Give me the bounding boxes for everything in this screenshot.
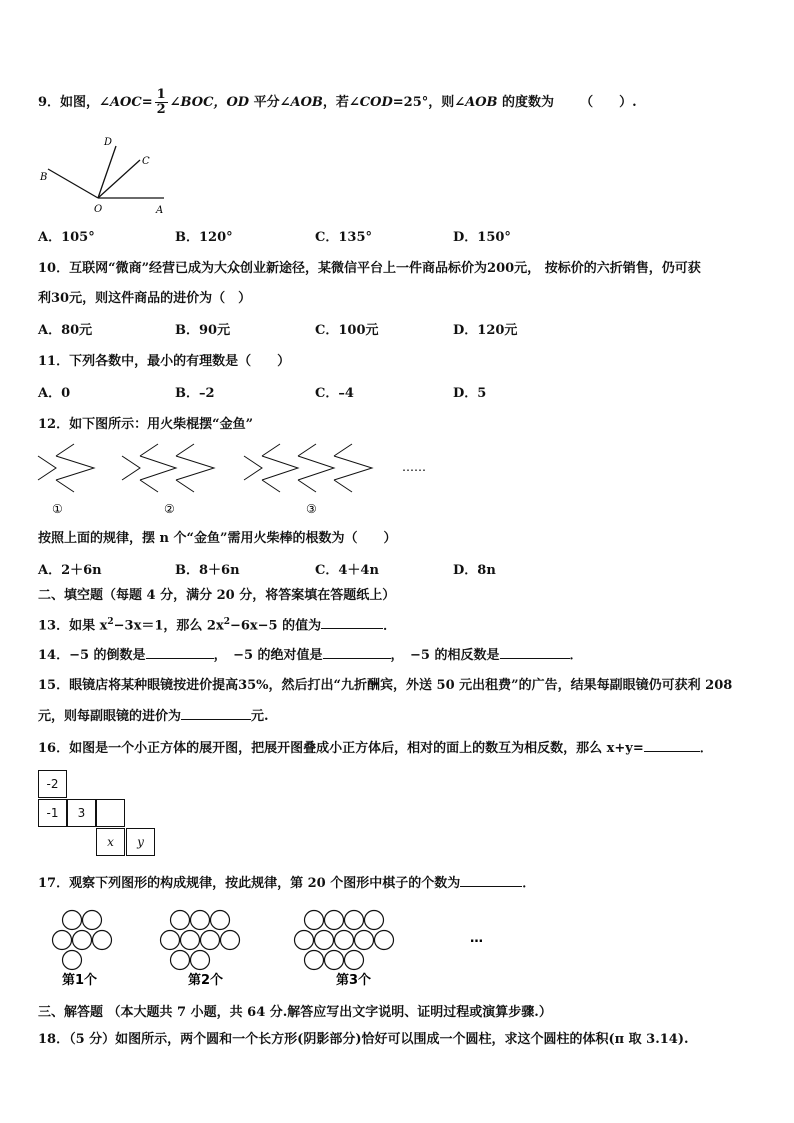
q9-frac-den: 2 (156, 102, 166, 117)
q12-label-2: ② (164, 502, 175, 516)
q12-label-1: ① (52, 502, 63, 516)
q9-od: OD (226, 95, 250, 110)
q16-end: ． (699, 741, 713, 756)
q14-text-a: 14．−5 的倒数是 (38, 648, 146, 663)
chess-piece-circle (305, 911, 324, 930)
chess-piece-circle (305, 951, 324, 970)
q12-option-d[interactable]: D．8n (453, 563, 496, 578)
chess-piece-circle (171, 911, 190, 930)
chess-piece-circle (295, 931, 314, 950)
section-fill-in-heading: 二、填空题（每题 4 分，满分 20 分，将答案填在答题纸上） (38, 588, 396, 603)
q9-text-d: ，若 (322, 95, 349, 110)
q13-text-c: −6x−5 的值为 (229, 618, 322, 634)
q15-text-b: 元. (251, 709, 269, 724)
chess-piece-circle (221, 931, 240, 950)
chess-piece-circle (83, 911, 102, 930)
q17-answer-blank[interactable] (460, 874, 522, 887)
q16-cell-x: x (96, 828, 125, 856)
q13-sup-2: 2 (223, 617, 230, 627)
chess-piece-circle (161, 931, 180, 950)
q17-stem (38, 874, 535, 893)
chess-piece-circle (375, 931, 394, 950)
q9-angle-figure (36, 132, 176, 220)
q11-line1: 11．下列各数中，最小的有理数是（ ） (38, 354, 291, 369)
q17-text: 17．观察下列图形的构成规律，按此规律，第 20 个图形中棋子的个数为 (38, 876, 461, 891)
chess-piece-circle (325, 911, 344, 930)
q9-text-e: =25°，则 (392, 95, 455, 110)
q13-answer-blank[interactable] (321, 616, 383, 629)
q12-option-b[interactable]: B．8＋6n (175, 563, 240, 578)
q14-text-b: ， −5 的绝对值是 (213, 648, 323, 663)
q15-line2 (38, 707, 269, 726)
chess-piece-circle (345, 911, 364, 930)
q10-option-d[interactable]: D．120元 (453, 323, 518, 338)
q9-angle-boc: ∠BOC， (169, 95, 227, 110)
q17-caption-1: 第1个 (62, 973, 98, 988)
q10-line2: 利30元，则这件商品的进价为（ ） (38, 291, 252, 306)
q11-option-d[interactable]: D．5 (453, 386, 487, 401)
q9-angle-cod: ∠COD (348, 95, 393, 110)
q12-fish-3 (244, 444, 372, 492)
q9-ray-ob (48, 169, 98, 198)
q13-stem (38, 613, 396, 635)
q9-label-c: C (142, 156, 150, 167)
q12-fish-2 (122, 444, 214, 492)
q12-line1: 12．如下图所示：用火柴棍摆“金鱼” (38, 417, 254, 432)
q18-line1: 18．（5 分）如图所示，两个圆和一个长方形(阴影部分)恰好可以围成一个圆柱，求这个圆柱的体积(π 取 3.14). (38, 1032, 689, 1047)
q9-option-b[interactable]: B．120° (175, 230, 233, 245)
q13-sup-1: 2 (107, 617, 114, 627)
q12-ellipsis: …… (402, 460, 426, 474)
q14-blank-absolute[interactable] (323, 646, 391, 659)
q9-option-d[interactable]: D．150° (453, 230, 511, 245)
q16-cell-empty (96, 799, 125, 827)
chess-piece-circle (53, 931, 72, 950)
q11-option-c[interactable]: C．–4 (315, 386, 354, 401)
chess-piece-circle (211, 911, 230, 930)
q14-blank-opposite[interactable] (500, 646, 570, 659)
q16-cell-3: 3 (67, 799, 96, 827)
q16-cell-neg1: -1 (38, 799, 67, 827)
q9-stem (38, 88, 637, 117)
q12-option-a[interactable]: A．2＋6n (38, 563, 102, 578)
chess-piece-circle (93, 931, 112, 950)
chess-piece-circle (181, 931, 200, 950)
q12-label-3: ③ (306, 502, 317, 516)
q9-label-b: B (40, 172, 48, 183)
q12-line2: 按照上面的规律，摆 n 个“金鱼”需用火柴棒的根数为（ ） (38, 531, 397, 546)
q13-text-d: ． (383, 618, 397, 634)
q16-answer-blank[interactable] (644, 739, 700, 752)
q10-option-b[interactable]: B．90元 (175, 323, 231, 338)
q11-option-a[interactable]: A．0 (38, 386, 71, 401)
q9-paren: （ ）. (580, 95, 637, 110)
q17-chess-figure (50, 908, 510, 988)
q12-fish-1 (38, 444, 94, 492)
section-solve-heading: 三、解答题 （本大题共 7 小题，共 64 分.解答应写出文字说明、证明过程或演算步骤.） (38, 1005, 552, 1020)
chess-piece-circle (201, 931, 220, 950)
q17-ellipsis: … (470, 931, 483, 946)
q12-option-c[interactable]: C．4＋4n (315, 563, 379, 578)
chess-piece-circle (63, 911, 82, 930)
q10-option-a[interactable]: A．80元 (38, 323, 93, 338)
chess-piece-circle (325, 951, 344, 970)
q12-goldfish-figure (36, 442, 476, 522)
q16-cell-y: y (126, 828, 155, 856)
chess-piece-circle (365, 911, 384, 930)
q13-text-a: 13．如果 x (38, 618, 108, 634)
q9-angle-aob-2: ∠AOB (454, 95, 498, 110)
chess-piece-circle (171, 951, 190, 970)
q9-option-a[interactable]: A．105° (38, 230, 95, 245)
q9-angle-aob: ∠AOB (279, 95, 323, 110)
q13-text-b: −3x＝1，那么 2x (113, 618, 224, 634)
chess-piece-circle (355, 931, 374, 950)
q9-label-o: O (94, 204, 103, 215)
q9-option-c[interactable]: C．135° (315, 230, 372, 245)
q16-cell-neg2: -2 (38, 770, 67, 798)
q14-blank-reciprocal[interactable] (146, 646, 214, 659)
q9-text: 9．如图， (38, 95, 100, 110)
q9-text-f: 的度数为 (497, 95, 555, 110)
q9-label-d: D (104, 137, 113, 148)
q9-label-a: A (156, 205, 164, 216)
q10-line1: 10．互联网“微商”经营已成为大众创业新途径，某微信平台上一件商品标价为200元， 按标价的六折销售，仍可获 (38, 261, 701, 276)
q15-text-a: 元，则每副眼镜的进价为 (38, 709, 182, 724)
q9-eq: = (141, 95, 153, 110)
chess-piece-circle (63, 951, 82, 970)
q9-fraction (155, 88, 168, 117)
q15-answer-blank[interactable] (181, 707, 251, 720)
q14-text-d: ． (569, 648, 583, 663)
q14-stem (38, 646, 583, 665)
q17-caption-3: 第3个 (336, 973, 372, 988)
q15-line1: 15．眼镜店将某种眼镜按进价提高35%，然后打出“九折酬宾，外送 50 元出租费”的广告，结果每副眼镜仍可获利 208 (38, 678, 733, 693)
chess-piece-circle (315, 931, 334, 950)
q16-text: 16．如图是一个小正方体的展开图，把展开图叠成小正方体后，相对的面上的数互为相反数，那么 x+y= (38, 741, 644, 756)
chess-piece-circle (73, 931, 92, 950)
q11-option-b[interactable]: B．–2 (175, 386, 215, 401)
q9-text-c: 平分 (249, 95, 280, 110)
chess-piece-circle (345, 951, 364, 970)
chess-piece-circle (191, 951, 210, 970)
q17-caption-2: 第2个 (188, 973, 224, 988)
q9-angle-aoc: ∠AOC (99, 95, 142, 110)
q14-text-c: ， −5 的相反数是 (390, 648, 500, 663)
q10-option-c[interactable]: C．100元 (315, 323, 379, 338)
chess-piece-circle (335, 931, 354, 950)
q16-stem (38, 739, 713, 758)
chess-piece-circle (191, 911, 210, 930)
q17-end: ． (522, 876, 536, 891)
q9-frac-num: 1 (156, 87, 166, 102)
